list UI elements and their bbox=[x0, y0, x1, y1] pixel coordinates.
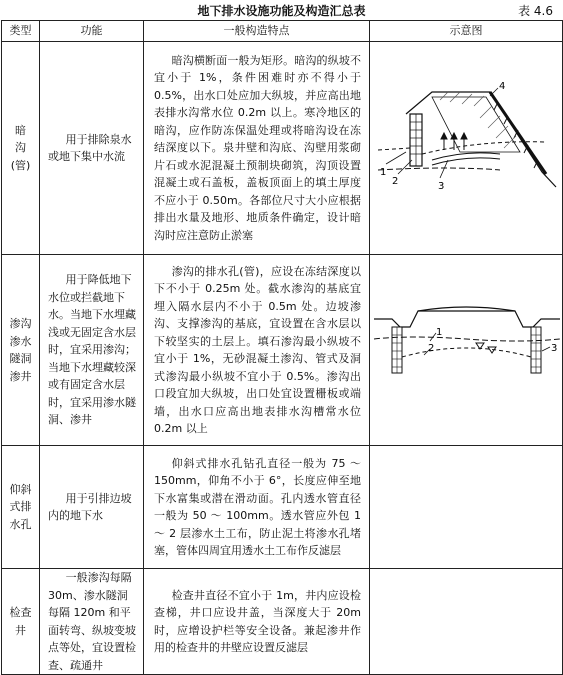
table-title: 地下排水设施功能及构造汇总表 bbox=[197, 4, 366, 18]
col-header-diagram: 示意图 bbox=[370, 21, 563, 42]
table-row bbox=[2, 42, 563, 255]
label-3: 3 bbox=[438, 181, 445, 192]
table-row bbox=[2, 569, 563, 675]
table-row bbox=[2, 255, 563, 446]
diagram-blind-drain bbox=[370, 42, 563, 255]
row-function: 一般渗沟每隔 30m、渗水隧洞每隔 120m 和平面转弯、纵坡变坡点等处，宜设置检查、疏通井 bbox=[40, 569, 144, 675]
header-row bbox=[2, 21, 563, 42]
row-function: 用于排除泉水或地下集中水流 bbox=[40, 42, 144, 255]
table-number: 表 4.6 bbox=[518, 4, 553, 18]
col-header-function: 功能 bbox=[40, 21, 144, 42]
label-3: 3 bbox=[551, 343, 558, 354]
diagram-seepage-ditch bbox=[370, 255, 563, 446]
row-type: 检查 井 bbox=[2, 569, 40, 675]
row-type: 暗 沟 (管) bbox=[2, 42, 40, 255]
table-row bbox=[2, 446, 563, 569]
label-2: 2 bbox=[392, 176, 399, 187]
row-features: 检查井直径不宜小于 1m，井内应设检查梯，井口应设井盖，当深度大于 20m 时，应增设护栏等安全设备。兼起渗井作用的检查井的井壁应设置反滤层 bbox=[144, 569, 370, 675]
row-function: 用于降低地下水位或拦截地下水。当地下水埋藏浅或无固定含水层时，宜采用渗沟；当地下水埋藏较深或有固定含水层时，宜采用渗水隧洞、渗井 bbox=[40, 255, 144, 446]
row-type: 渗沟 渗水 隧洞 渗井 bbox=[2, 255, 40, 446]
title-row bbox=[0, 0, 563, 20]
seepage-ditch-diagram bbox=[370, 255, 563, 445]
row-function: 用于引排边坡内的地下水 bbox=[40, 446, 144, 569]
drainage-table bbox=[1, 20, 563, 675]
row-features: 暗沟横断面一般为矩形。暗沟的纵坡不宜小于 1%，条件困难时亦不得小于 0.5%，出水口处应加大纵坡，并应高出地表排水沟常水位 0.2m 以上。寒冷地区的暗沟，应作防冻保温处理或将暗沟设在冻结深度以下。泉井壁和沟底、沟壁用浆砌片石或水泥混凝土预制块砌筑，沟顶设置混凝土或石盖板，盖板顶面上的填土厚度不应小于 0.50m。各部位尺寸大小应根据排出水量及地形、地质条件确定，设计暗沟时应注意防止淤塞 bbox=[144, 42, 370, 255]
label-1: 1 bbox=[380, 167, 387, 178]
diagram-empty bbox=[370, 569, 563, 675]
col-header-features: 一般构造特点 bbox=[144, 21, 370, 42]
row-features: 仰斜式排水孔钻孔直径一般为 75 ～ 150mm，仰角不小于 6°，长度应伸至地下水富集或潜在滑动面。孔内透水管直径一般为 50 ～ 100mm。透水管应外包 1 ～ 2 层渗水土工布，防止泥土将渗水孔堵塞，管体四周宜用透水土工布作反滤层 bbox=[144, 446, 370, 569]
col-header-type: 类型 bbox=[2, 21, 40, 42]
row-type: 仰斜 式排 水孔 bbox=[2, 446, 40, 569]
label-1: 1 bbox=[436, 327, 443, 338]
blind-drain-diagram bbox=[370, 42, 563, 254]
label-2: 2 bbox=[428, 343, 435, 354]
row-features: 渗沟的排水孔(管)，应设在冻结深度以下不小于 0.25m 处。截水渗沟的基底宜埋入隔水层内不小于 0.5m 处。边坡渗沟、支撑渗沟的基底，宜设置在含水层以下较坚实的土层上。填石渗沟最小纵坡不宜小于 1%，无砂混凝土渗沟、管式及洞式渗沟最小纵坡不宜小于 0.5%。渗沟出口段宜加大纵坡，出口处宜设置栅板或端墙，出水口应高出地表排水沟槽常水位 0.2m 以上 bbox=[144, 255, 370, 446]
label-4: 4 bbox=[499, 81, 506, 92]
diagram-empty bbox=[370, 446, 563, 569]
